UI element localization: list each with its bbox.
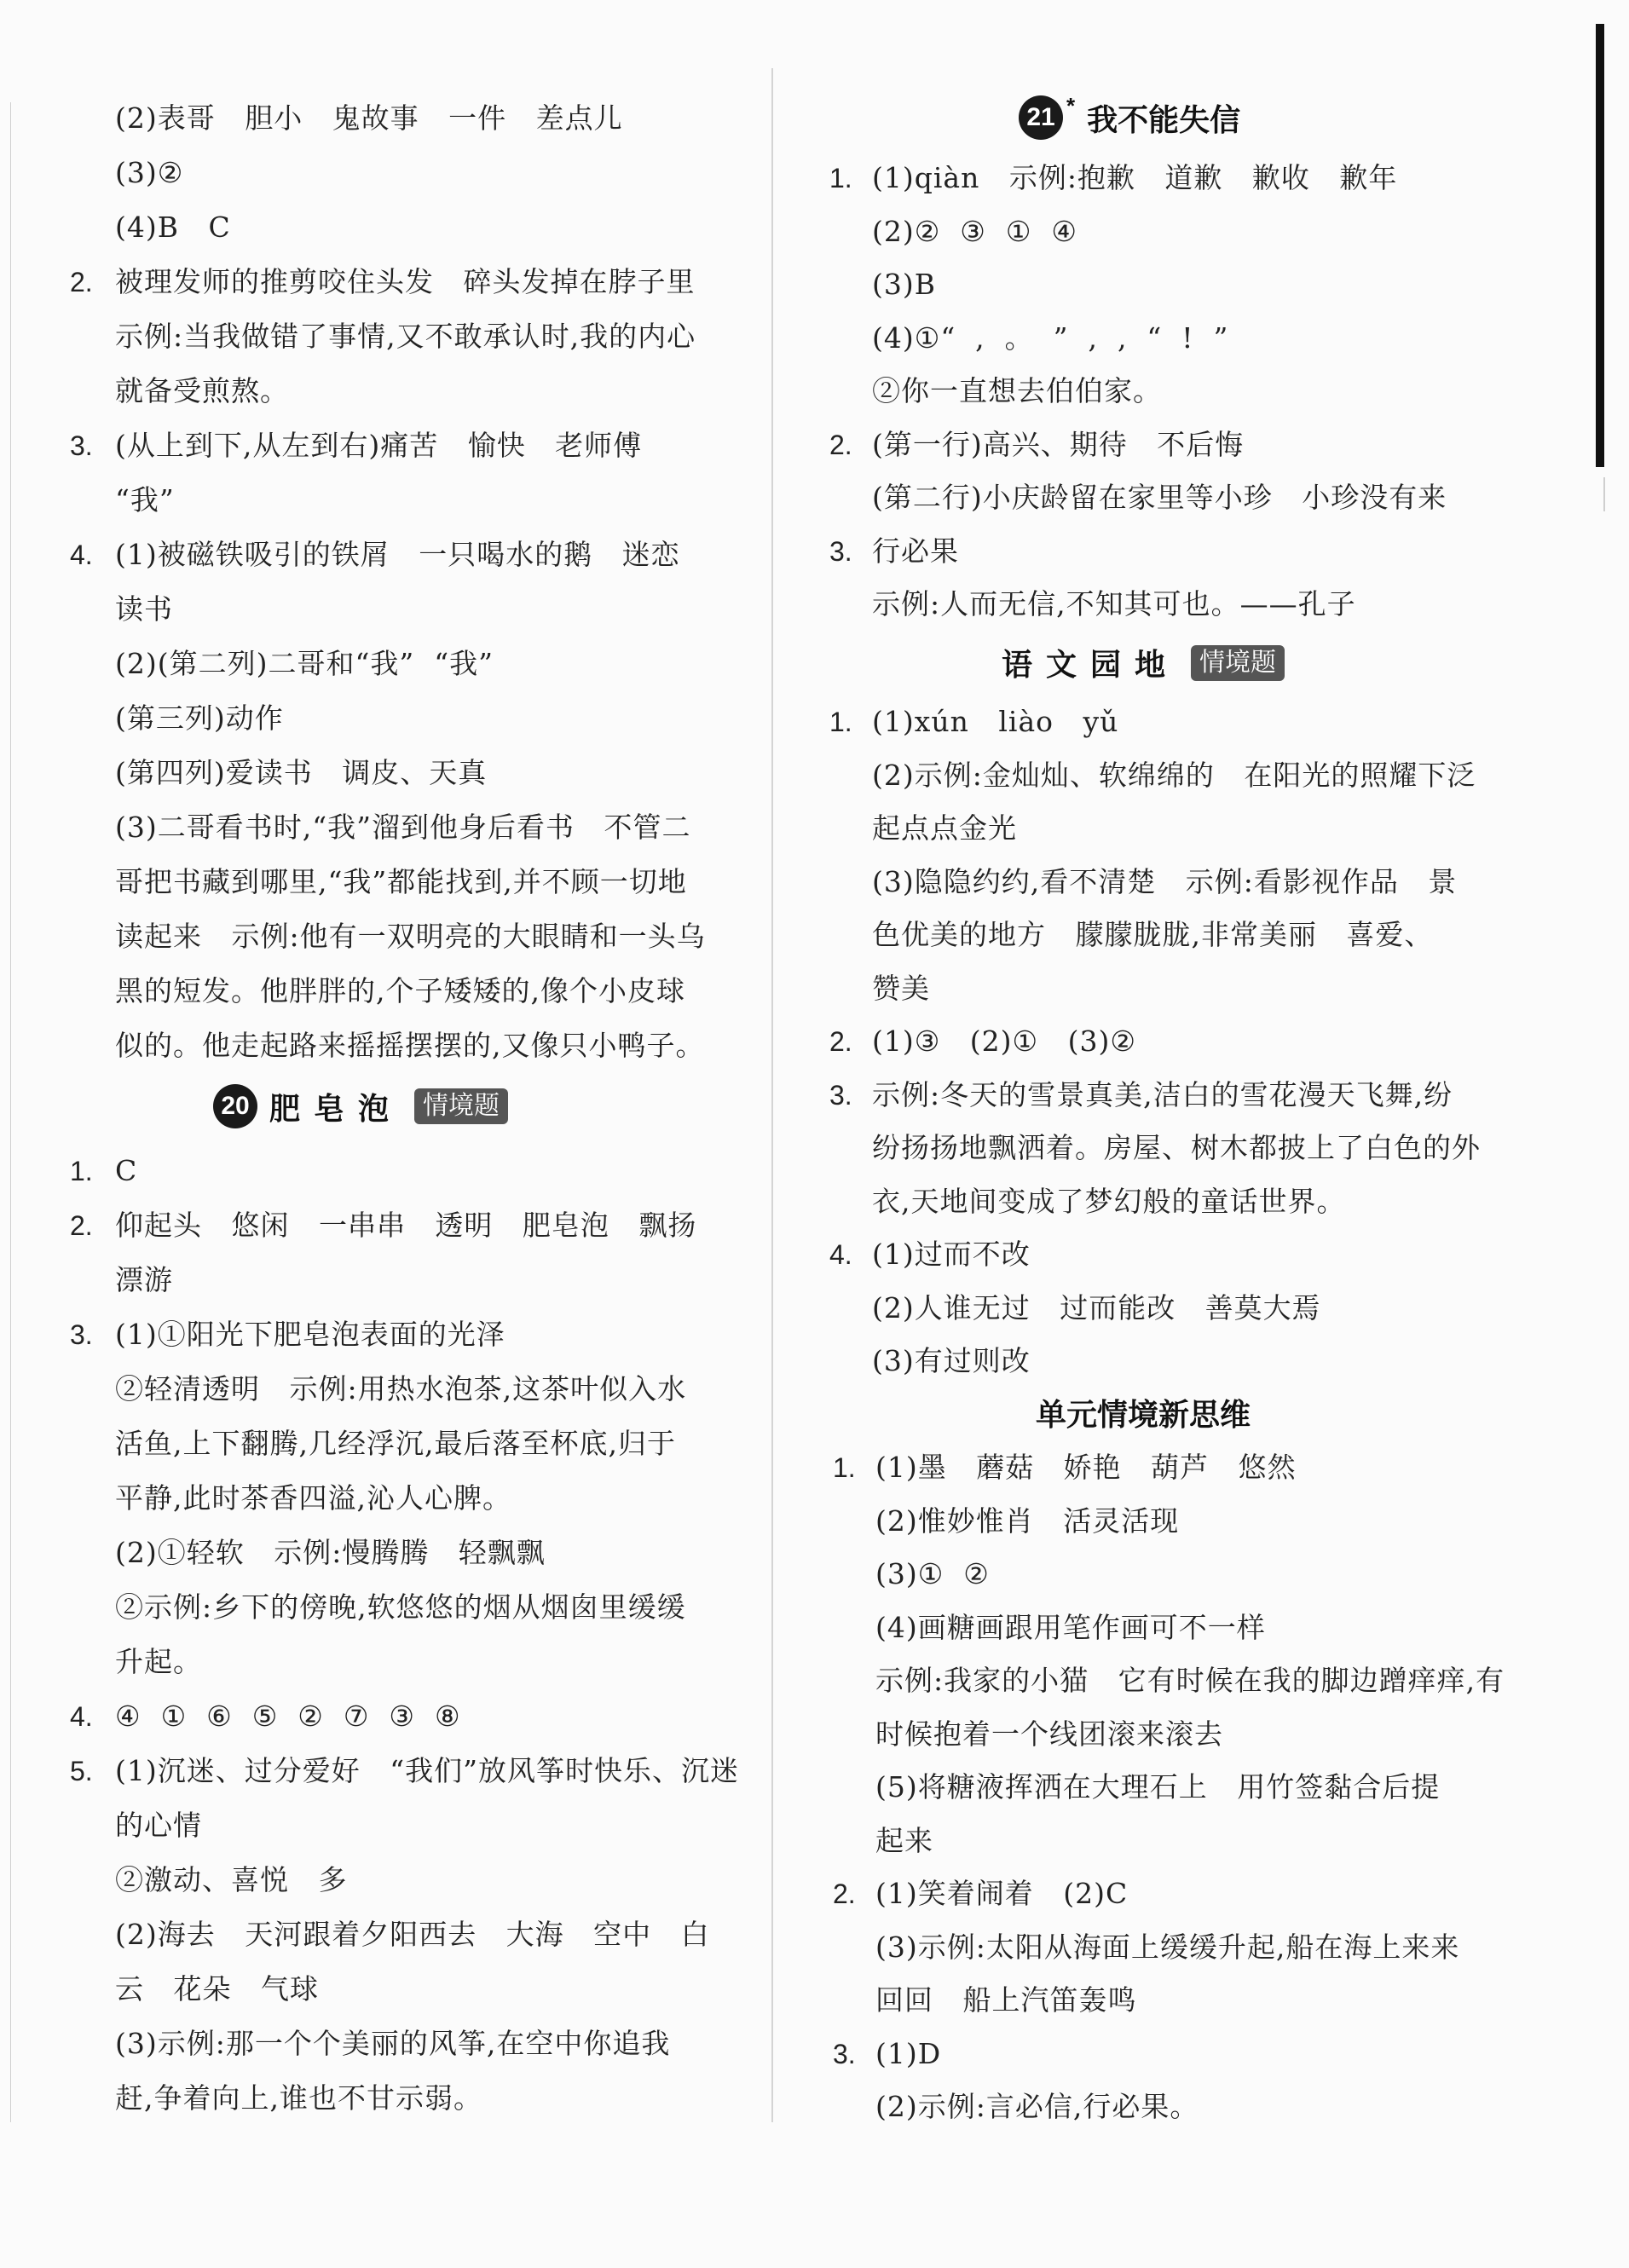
answer-line: 行必果 [872, 534, 959, 568]
section-title: 肥皂泡 [269, 1090, 403, 1126]
question-number: 2. [829, 429, 852, 460]
section-title: 我不能失信 [1087, 101, 1241, 137]
answer-line: (3)有过则改 [872, 1344, 1031, 1377]
answer-line: 赞美 [872, 971, 930, 1005]
question-number: 3. [829, 1079, 852, 1111]
question-number: 5. [70, 1756, 93, 1786]
answer-line: 示例:当我做错了事情,又不敢承认时,我的内心 [115, 320, 696, 353]
answer-line: (3)① ② [875, 1557, 990, 1590]
answer-line: C [115, 1154, 138, 1187]
answer-line: 漂游 [115, 1263, 173, 1296]
column-divider [771, 68, 773, 2122]
section-heading [1036, 1391, 1251, 1434]
answer-line: (1)笑着闹着 (2)C [875, 1877, 1129, 1910]
question-number: 3. [70, 430, 93, 461]
answer-line: (3)二哥看书时,“我”溜到他身后看书 不管二 [115, 811, 691, 844]
answer-line: 读起来 示例:他有一双明亮的大眼睛和一头乌 [115, 920, 706, 953]
answer-line: (4)画糖画跟用笔作画可不一样 [875, 1610, 1266, 1644]
answer-line: 示例:人而无信,不知其可也。——孔子 [872, 587, 1356, 620]
section-title: 语文园地 [1002, 647, 1180, 682]
answer-line: 被理发师的推剪咬住头发 碎头发掉在脖子里 [115, 265, 696, 298]
answer-line: “我” [115, 483, 175, 517]
answer-line: (2)表哥 胆小 鬼故事 一件 差点儿 [115, 101, 623, 135]
answer-line: 升起。 [115, 1645, 202, 1678]
question-number: 3. [70, 1319, 93, 1350]
answer-line: 起点点金光 [872, 811, 1017, 845]
answer-line: 回回 船上汽笛轰鸣 [875, 1983, 1137, 2017]
lesson-number-badge: 21 [1019, 95, 1063, 140]
answer-line: (2)② ③ ① ④ [872, 214, 1078, 248]
answer-line: (1)过而不改 [872, 1238, 1031, 1271]
answer-line: (第三列)动作 [115, 701, 284, 735]
question-number: 3. [829, 535, 852, 567]
answer-line: 的心情 [115, 1809, 202, 1842]
asterisk-mark: * [1066, 92, 1076, 118]
scenario-tag: 情境题 [414, 1088, 508, 1124]
section-heading [1002, 641, 1285, 684]
answer-line: 似的。他走起路来摇摇摆摆的,又像只小鸭子。 [115, 1029, 705, 1062]
right-margin-rule [1603, 477, 1605, 511]
answer-line: 云 花朵 气球 [115, 1972, 319, 2005]
question-number: 4. [70, 1701, 93, 1732]
answer-line: ②你一直想去伯伯家。 [872, 374, 1162, 407]
answer-line: 赶,争着向上,谁也不甘示弱。 [115, 2081, 482, 2115]
answer-line: 衣,天地间变成了梦幻般的童话世界。 [872, 1184, 1346, 1218]
answer-line: 示例:我家的小猫 它有时候在我的脚边蹭痒痒,有 [875, 1664, 1505, 1697]
answer-line: ②轻清透明 示例:用热水泡茶,这茶叶似入水 [115, 1372, 687, 1405]
answer-line: (3)示例:太阳从海面上缓缓升起,船在海上来来 [875, 1930, 1460, 1964]
answer-line: (2)人谁无过 过而能改 善莫大焉 [872, 1290, 1321, 1324]
answer-line: 起来 [875, 1823, 933, 1857]
answer-line: (4)B C [115, 211, 231, 244]
answer-line: 仰起头 悠闲 一串串 透明 肥皂泡 飘扬 [115, 1209, 697, 1242]
answer-line: (1)被磁铁吸引的铁屑 一只喝水的鹅 迷恋 [115, 538, 680, 571]
answer-line: (3)隐隐约约,看不清楚 示例:看影视作品 景 [872, 864, 1458, 898]
answer-line: (1)沉迷、过分爱好 “我们”放风筝时快乐、沉迷 [115, 1754, 739, 1787]
answer-line: (2)海去 天河跟着夕阳西去 大海 空中 白 [115, 1918, 710, 1951]
answer-line: (1)qiàn 示例:抱歉 道歉 歉收 歉年 [872, 161, 1398, 194]
answer-line: 色优美的地方 朦朦胧胧,非常美丽 喜爱、 [872, 918, 1434, 951]
answer-line: ②示例:乡下的傍晚,软悠悠的烟从烟囱里缓缓 [115, 1590, 686, 1624]
answer-line: 读书 [115, 592, 173, 626]
answer-line: ②激动、喜悦 多 [115, 1863, 348, 1896]
question-number: 2. [833, 1878, 856, 1909]
question-number: 1. [833, 1452, 856, 1483]
question-number: 4. [829, 1239, 852, 1270]
answer-line: (2)示例:言必信,行必果。 [875, 2090, 1199, 2123]
left-margin-rule [10, 102, 11, 2122]
answer-line: 时候抱着一个线团滚来滚去 [875, 1717, 1223, 1751]
lesson-number-badge: 20 [213, 1084, 257, 1128]
answer-line: 示例:冬天的雪景真美,洁白的雪花漫天飞舞,纷 [872, 1077, 1453, 1111]
section-heading [213, 1084, 508, 1128]
answer-line: (2)(第二列)二哥和“我” “我” [115, 647, 494, 680]
answer-line: 哥把书藏到哪里,“我”都能找到,并不顾一切地 [115, 865, 687, 898]
question-number: 1. [70, 1156, 93, 1186]
answer-line: (1)xún liào yǔ [872, 705, 1119, 738]
answer-line: (1)D [875, 2036, 942, 2070]
question-number: 2. [70, 1210, 93, 1241]
answer-line: (1)墨 蘑菇 娇艳 葫芦 悠然 [875, 1451, 1297, 1484]
answer-line: (5)将糖液挥洒在大理石上 用竹签黏合后提 [875, 1770, 1441, 1803]
answer-line: (2)示例:金灿灿、软绵绵的 在阳光的照耀下泛 [872, 758, 1476, 792]
answer-line: 黑的短发。他胖胖的,个子矮矮的,像个小皮球 [115, 974, 685, 1007]
answer-line: (3)② [115, 156, 184, 189]
answer-line: 纷扬扬地飘洒着。房屋、树木都披上了白色的外 [872, 1131, 1481, 1164]
section-title: 单元情境新思维 [1036, 1397, 1251, 1432]
question-number: 4. [70, 540, 93, 570]
page-edge-bar [1596, 24, 1604, 467]
answer-line: 平静,此时茶香四溢,沁人心脾。 [115, 1481, 511, 1515]
answer-line: (第二行)小庆龄留在家里等小珍 小珍没有来 [872, 481, 1447, 514]
answer-line: (3)B [872, 268, 936, 301]
question-number: 2. [70, 267, 93, 297]
answer-line: (1)③ (2)① (3)② [872, 1024, 1136, 1058]
answer-line: (第一行)高兴、期待 不后悔 [872, 427, 1245, 461]
question-number: 1. [829, 707, 852, 737]
question-number: 2. [829, 1026, 852, 1057]
answer-line: ④ ① ⑥ ⑤ ② ⑦ ③ ⑧ [115, 1700, 461, 1733]
answer-line: (2)惟妙惟肖 活灵活现 [875, 1503, 1180, 1538]
answer-line: (1)①阳光下肥皂泡表面的光泽 [115, 1318, 505, 1351]
answer-line: (3)示例:那一个个美丽的风筝,在空中你追我 [115, 2027, 671, 2060]
answer-line: 活鱼,上下翻腾,几经浮沉,最后落至杯底,归于 [115, 1427, 676, 1460]
answer-line: (2)①轻软 示例:慢腾腾 轻飘飘 [115, 1536, 546, 1569]
answer-line: (第四列)爱读书 调皮、天真 [115, 756, 488, 789]
answer-line: (4)①“ , 。 ” , , “ ! ” [872, 320, 1229, 355]
answer-line: (从上到下,从左到右)痛苦 愉快 老师傅 [115, 429, 643, 462]
section-heading [1019, 92, 1241, 140]
question-number: 3. [833, 2038, 856, 2069]
scenario-tag: 情境题 [1191, 645, 1285, 681]
answer-line: 就备受煎熬。 [115, 374, 289, 407]
question-number: 1. [829, 163, 852, 193]
